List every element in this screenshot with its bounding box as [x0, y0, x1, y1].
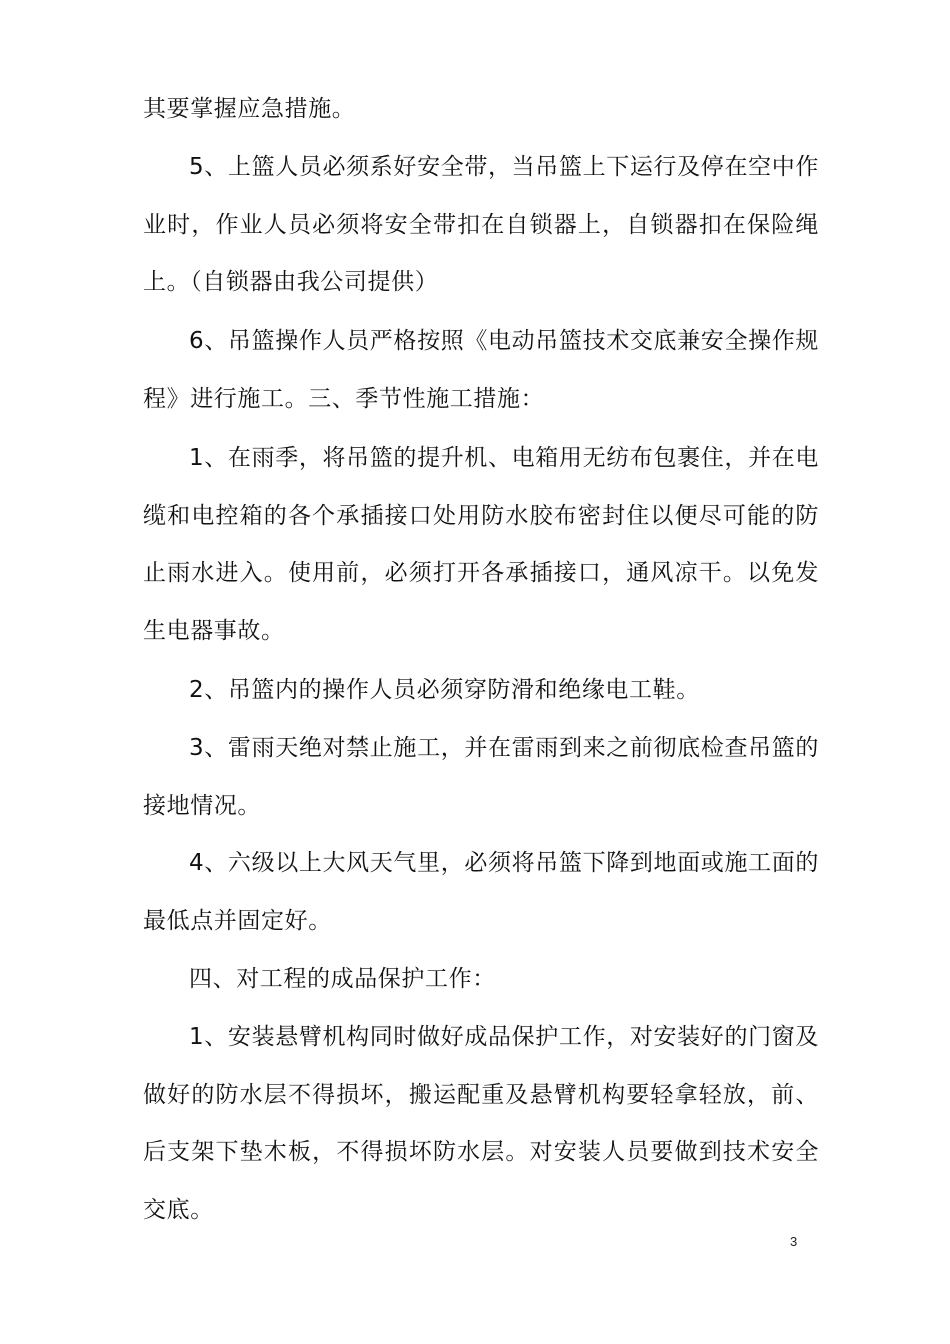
page-number: 3 [790, 1234, 798, 1249]
paragraph-item-6-operating-rules: 6、吊篮操作人员严格按照《电动吊篮技术交底兼安全操作规程》进行施工。三、季节性施工措施： [143, 328, 819, 412]
paragraph-rainy-season: 1、在雨季，将吊篮的提升机、电箱用无纺布包裹住，并在电缆和电控箱的各个承插接口处用防水胶布密封住以便尽可能的防止雨水进入。使用前，必须打开各承插接口，通风凉干。以免发生电器事故。 [143, 445, 819, 645]
paragraph-emergency-measures: 其要掌握应急措施。 [143, 96, 356, 122]
section-heading-product-protection: 四、对工程的成品保护工作： [189, 966, 496, 992]
paragraph-thunderstorm: 3、雷雨天绝对禁止施工，并在雷雨到来之前彻底检查吊篮的接地情况。 [143, 735, 819, 819]
paragraph-item-5-safety-belt: 5、上篮人员必须系好安全带，当吊篮上下运行及停在空中作业时，作业人员必须将安全带扣在自锁器上，自锁器扣在保险绳上。（自锁器由我公司提供） [143, 154, 819, 296]
paragraph-product-protection: 1、安装悬臂机构同时做好成品保护工作，对安装好的门窗及做好的防水层不得损坏，搬运配重及悬臂机构要轻拿轻放，前、后支架下垫木板，不得损坏防水层。对安装人员要做到技术安全交底。 [143, 1024, 819, 1224]
paragraph-strong-wind: 4、六级以上大风天气里，必须将吊篮下降到地面或施工面的最低点并固定好。 [143, 850, 819, 934]
paragraph-insulated-shoes: 2、吊篮内的操作人员必须穿防滑和绝缘电工鞋。 [189, 677, 700, 703]
